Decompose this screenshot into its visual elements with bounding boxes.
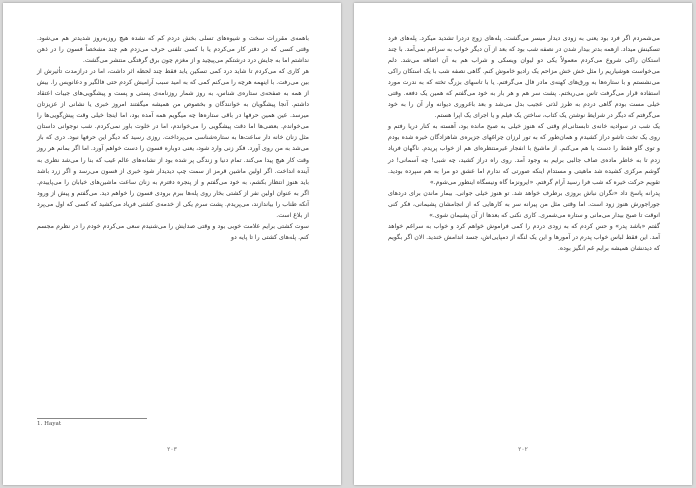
- right-paragraph-1: می‌شمردم اگر فرد بود یعنی به زودی دیدار میسر می‌گشت. پله‌های زوج دردرا تشدید میکرد. پله‌های فرد تسکینش میداد. ازهمه بدتر بیدار شدن در نصفه شب بود که بعد از آن دیگر خواب به سراغم نمی‌آمد. با چند استکان راکی شروع می‌کردم معمولاً یکی دو لیوان ویسکی و شراب هم به آن اضافه می‌شد. دلم می‌خواست هوشیاریم را مثل خش خش مزاحم یک رادیو خاموش کنم. گاهی نصفه شب با یک استکان راکی می‌نشستم و با ستاره‌ها به ورق‌های کهنه‌ی مادر فال می‌گرفتم. یا با تاسهای بزرگ تخته که به ندرت مورد استفاده قرار می‌گرفت تاس می‌ریختم. پشت سر هم و هر بار به خود می‌گفتم که همین یک دفعه. وقتی خیلی مست بودم گاهی دردم به طرز لذتی عجیب بدل می‌شد و بعد باغروری دیوانه وار آن را به خود می‌گرفتم که دیگر در شرایط نوشتن یک کتاب، ساختن یک فیلم و یا اجرای یک اپرا هستم.: [388, 35, 660, 120]
- right-paragraph-3: پدرانه پاسخ داد «نگران نباش بروزی برطرف خواهد شد. تو هنوز خیلی جوانی. بیمار ماندن برای دردهای جوراجورش هنوز زود است. اما وقتی مثل من پیرانه سر به کارهایی که از انجامشان پشیمانی، فکر کنی انوقت تا صبح بیدار می‌مانی و ستاره می‌شمری. کاری نکنی که بعدها از آن پشیمان شوی.»: [388, 189, 660, 219]
- right-page-body: [388, 33, 660, 254]
- footnote: 1. Hayat: [37, 421, 62, 427]
- right-paragraph-4: گفتم «باشد پدر» و حس کردم که به زودی دردم را کمی فراموش خواهم کرد و خواب به سراغم خواهد آمد. این فقط لباس خواب پدرم در آمورها و این یک لنگه از دمپایی‌اش، جسد اندامش خندید. الان اگر بگویم که دیدنشان همیشه برایم غم انگیز بوده.: [388, 222, 660, 252]
- footnote-rule: [37, 418, 147, 419]
- left-paragraph-1: باهمه‌ی مقررات سخت و شیوه‌های تسلی بخش دردم کم که نشده هیچ روزبه‌روز شدیدتر هم می‌شود. وقتی کسی که در دفتر کار می‌کردم یا با کسی تلفنی حرف می‌زدم هم چند مشخصاً فسون را در ذهن نداشتم اما به جایش درد درشتکم می‌پیچید و از مغزم چون برق گرفتگی منتشر می‌گشت.: [37, 35, 309, 65]
- right-page-number: ۲۰۲: [518, 446, 528, 453]
- left-page-number: ۲۰۳: [167, 446, 177, 453]
- left-page-body: [37, 33, 309, 243]
- left-paragraph-2: هر کاری که می‌کردم تا شاید درد کمی تسکین یابد فقط چند لحظه اثر داشت، اما در درازمدت تأثیرش از بین می‌رفت. با اینهمه هرچه را می‌کنم کمی که به امید سبب آرامیش کردم حتی فالگیر و دعانویس را. بیش از همه به صفحه‌ی ستاره‌ی شناس، به روز شمار روزنامه‌ی پستی و پست و پیشگویی‌های جیبات اعتقاد داشتم. آنجا پیشگویان به خوانندگان و بخصوص من همیشه میگفتند امروز خبری یا نشانی از عزیزتان میرسد. عین همین حرفها در باقی ستاره‌ها چه میگویم همه آمده بود، اما اینجا خیلی وقت پیش‌گویی‌ها را می‌خواندم. بعضی‌ها اما دقت پیشگویی را می‌خواندم، اما در خلوت باور نمی‌کردم. شب نوجوانی داستان مثل زنان خانه دار ساعت‌ها به ستاره‌شناسی می‌پرداخت. روزی رسید که دیگر این حرفها نبود. دری که باز می‌شد به من روی آورد. فکر زنی وارد شود، یعنی دوباره فسون را دست خواهم آورد. اما اگر بمانم هر روز وقت کار هیچ پیدا می‌کند. تمام دنیا و زندگی پر شده بود از نشانه‌های عالم غیب که بنا را می‌شد نظری به آینده انداخت. اگر اولین ماشین قرمز از سمت چپ دیدیدار شود خبری از فسون می‌رسد و اگر زرد باشد باید هنوز انتظار بکشم، به خود می‌گفتم و از پنجره دفترم به زنان ساعت ماشین‌های خیابان را می‌پاییدم. اگر به عنوان اولین نفر از کشتی بخار روی پله‌ها ببرم برودی فسون را خواهم دید. می‌گفتم و پیش از ورود آنکه طناب را بیاندازند، می‌پریدم. پشت سرم یکی از خدمه‌ی کشتی فریاد می‌کشید که کسی که اول می‌پرد از بلاغ است.: [37, 68, 309, 219]
- right-page: [354, 3, 692, 485]
- left-page: [3, 3, 341, 485]
- left-paragraph-3: سوت کشتی برایم علامت خوبی بود و وقتی صدایش را می‌شنیدم سعی می‌کردم خودم را در نظرم مجسم کنم. پله‌های کشتی را تا پایه دو: [37, 222, 309, 241]
- right-paragraph-2: یک شب در سوادیه خانه‌ی تابستانی‌ام وقتی که هنوز خیلی به صبح مانده بود، آهسته به کنار دریا رفتم و روی یک تخت تاشو دراز کشیدم و همان‌طور که به تور لرزان چراغهای جزیره‌ی شاهزادگان خیره شده بودم و توی گاو فقط را دست یا هم می‌کنم. از ماشیخ با انفجار غیرمنتظره‌ای هم از خواب پریدم. ناگهان فریاد زدم تا به خاطر ماده‌ی صاف جالبی برایم به وجود آمد. روی راه دراز کشید، چه شبی! چه آسمانی! در گوشم مرکزی کشیده شد ماهیتی و مستدام اینکه صورتی که ندارم اما عشق دو مرا به هم سپرده بودید. تقویم حرکت خیره که شب فرا رسید آرام گرفتم. «ایرونزما گاه ونیسگاه اینطور می‌شوم.»: [388, 123, 660, 186]
